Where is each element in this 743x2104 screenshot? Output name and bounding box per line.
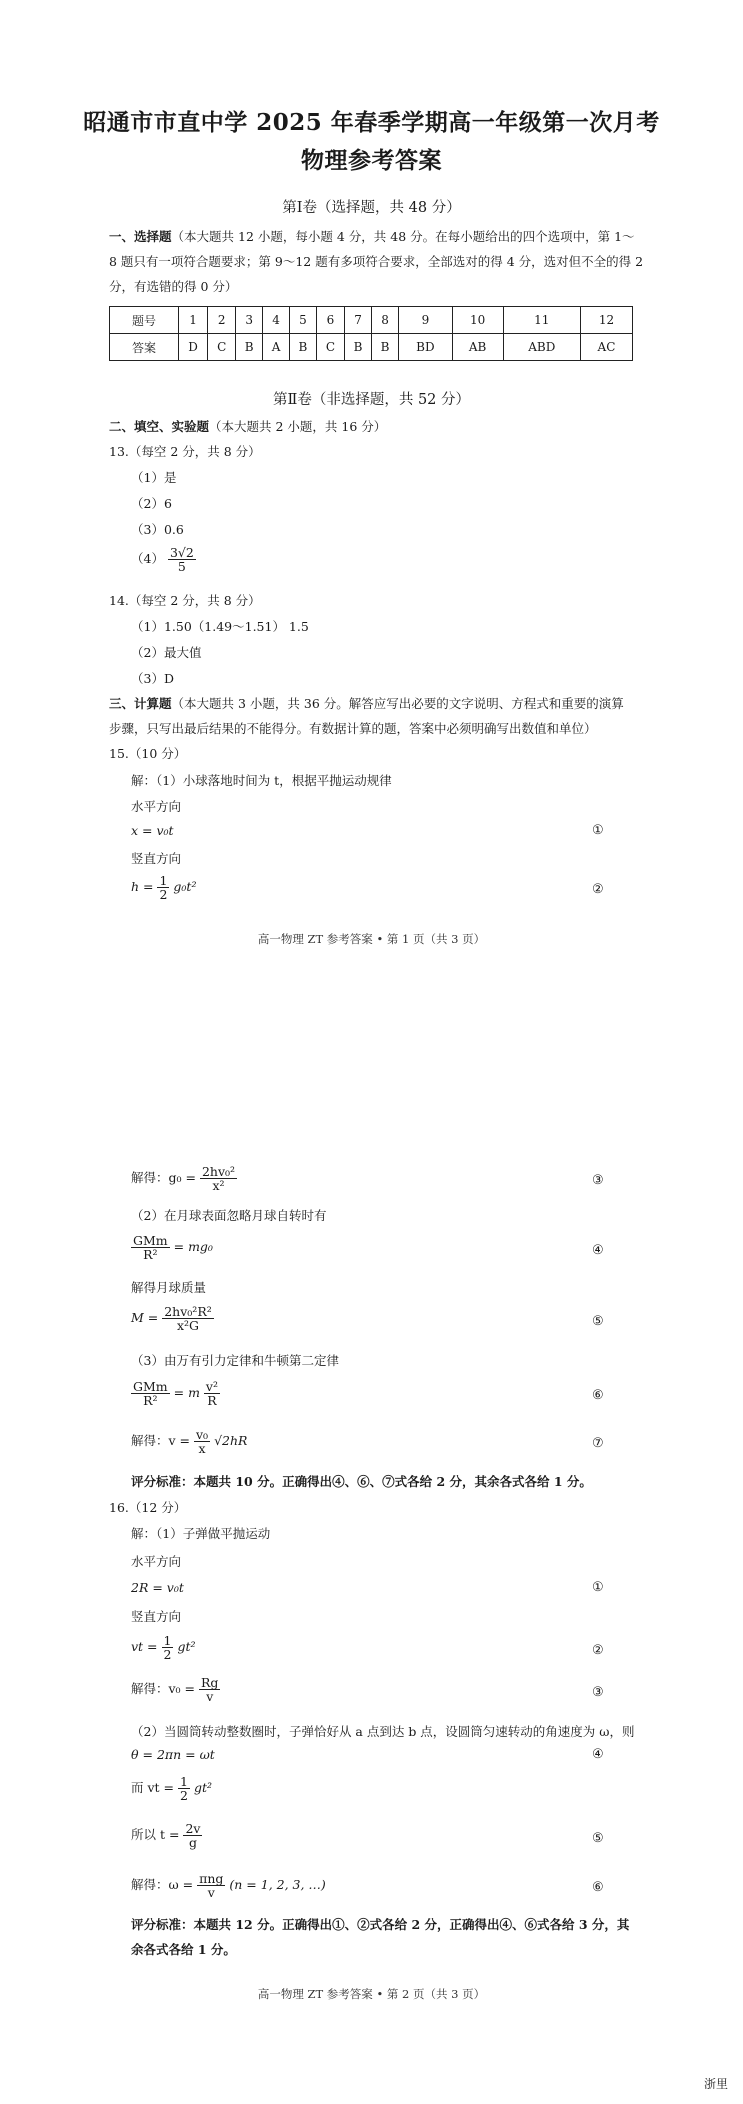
q15-eq6-mid: = m (173, 1385, 200, 1401)
page-title: 昭通市市直中学 2025 年春季学期高一年级第一次月考 (83, 109, 660, 136)
q15-marker-3: ③ (592, 1173, 604, 1188)
q15-line3: 竖直方向 (131, 851, 182, 866)
sec1-desc2: 8 题只有一项符合题要求；第 9～12 题有多项符合要求，全部选对的得 4 分，选对但不全的得 2 (109, 254, 644, 269)
answer-cell: B (344, 334, 371, 361)
q15-eq6 (131, 1380, 220, 1407)
q15-eq7-num: v₀ (196, 1427, 209, 1442)
q16-head: 16.（12 分） (109, 1500, 187, 1515)
part1-heading: 第Ⅰ卷（选择题，共 48 分） (282, 200, 461, 216)
q16-eq6-left: 所以 t = (131, 1827, 180, 1843)
question-number: 5 (289, 307, 316, 334)
page-footer-1: 高一物理 ZT 参考答案 • 第 1 页（共 3 页） (257, 932, 486, 946)
q15-marker-7: ⑦ (592, 1436, 604, 1451)
q15-eq2 (131, 874, 196, 901)
sec3-desc2: 步骤，只写出最后结果的不能得分。有数据计算的题，答案中必须明确写出数值和单位） (109, 721, 597, 736)
part2-heading: 第Ⅱ卷（非选择题，共 52 分） (272, 392, 471, 408)
answer-cell: B (236, 334, 263, 361)
q15-eq2-den: 2 (159, 887, 168, 903)
sec2-title: 二、填空、实验题 (109, 419, 210, 434)
q16-eq3 (131, 1676, 220, 1703)
sec3-title: 三、计算题 (109, 696, 172, 711)
q16-eq4-text: θ = 2πn = ωt (131, 1747, 215, 1762)
q15-eq2-left: h = (131, 879, 154, 895)
sec2-line (109, 417, 386, 435)
page-footer-2: 高一物理 ZT 参考答案 • 第 2 页（共 3 页） (257, 1987, 486, 2001)
question-number: 6 (316, 307, 344, 334)
answer-cell: BD (399, 334, 453, 361)
q16-marker-4: ④ (592, 1747, 604, 1762)
q15-eq5-den: x²G (176, 1318, 200, 1334)
q15-eq5 (131, 1305, 214, 1332)
q16-line1: 解：（1）子弹做平抛运动 (131, 1526, 271, 1541)
question-number: 2 (208, 307, 236, 334)
q16-line3: 竖直方向 (131, 1609, 182, 1624)
q16-eq3-num: Rg (201, 1675, 219, 1690)
q15-eq1 (131, 823, 174, 838)
q13-head: 13.（每空 2 分，共 8 分） (109, 444, 261, 459)
q16-eq7-num: πng (199, 1871, 224, 1886)
sec3-desc1: （本大题共 3 小题，共 36 分。解答应写出必要的文字说明、方程式和重要的演算 (171, 696, 624, 711)
q16-eq5-num: 1 (180, 1774, 188, 1789)
sec1-desc1: （本大题共 12 小题，每小题 4 分，共 48 分。在每小题给出的四个选项中，第 1～ (171, 229, 635, 244)
q14-answer-3: （3）D (131, 671, 174, 686)
q13-answer-1: （1）是 (131, 470, 177, 485)
q13-answer-2: （2）6 (131, 496, 172, 511)
q15-line6: （3）由万有引力定律和牛顿第二定律 (131, 1353, 339, 1368)
answer-cell: AC (580, 334, 632, 361)
q15-line5: 解得月球质量 (131, 1280, 207, 1295)
q16-eq5 (131, 1775, 212, 1802)
q13-answer-4-label: （4） (131, 551, 164, 567)
q15-eq6-den: R² (143, 1393, 158, 1409)
q15-marker-2: ② (592, 882, 604, 897)
q16-eq7-right: (n = 1, 2, 3, …) (229, 1877, 326, 1893)
q15-eq3-left: 解得：g₀ = (131, 1170, 196, 1186)
q16-eq2-num: 1 (163, 1633, 172, 1648)
answer-cell: B (372, 334, 399, 361)
question-number: 1 (178, 307, 207, 334)
q16-eq7-den: v (207, 1885, 215, 1901)
question-number: 11 (503, 307, 580, 334)
q15-eq3-den: x² (212, 1178, 225, 1194)
answer-cell: C (316, 334, 344, 361)
question-number: 8 (372, 307, 399, 334)
q16-eq3-den: v (206, 1689, 214, 1705)
q15-eq3-num: 2hv₀² (201, 1164, 236, 1179)
q16-score-2: 余各式各给 1 分。 (131, 1942, 236, 1957)
q16-eq1 (131, 1580, 184, 1595)
q15-line2: 水平方向 (131, 799, 182, 814)
q15-eq3 (131, 1165, 237, 1192)
q13-answer-4-num: 3√2 (169, 545, 194, 560)
q14-head: 14.（每空 2 分，共 8 分） (109, 593, 261, 608)
q15-head: 15.（10 分） (109, 746, 187, 761)
sec3-line1 (109, 694, 624, 712)
q16-eq6-den: g (188, 1835, 197, 1851)
q15-eq4-num: GMm (133, 1233, 168, 1248)
q15-marker-1: ① (592, 823, 604, 838)
q16-eq5-left: 而 vt = (131, 1780, 175, 1796)
q15-eq2-right: g₀t² (173, 879, 197, 895)
q14-answer-2: （2）最大值 (131, 645, 202, 660)
q15-eq7-right: √2hR (214, 1433, 248, 1449)
table-row-numbers (110, 307, 633, 334)
answer-cell: ABD (503, 334, 580, 361)
page-subtitle: 物理参考答案 (301, 147, 442, 174)
q15-eq1-text: x = v₀t (131, 823, 174, 838)
question-number: 3 (236, 307, 263, 334)
q15-marker-6: ⑥ (592, 1388, 604, 1403)
q15-eq4 (131, 1234, 213, 1261)
q13-answer-4-den: 5 (177, 559, 186, 575)
question-number: 9 (399, 307, 453, 334)
q15-eq7 (131, 1428, 247, 1455)
q16-eq7 (131, 1872, 326, 1899)
q13-answer-3: （3）0.6 (131, 522, 184, 537)
q16-eq2-right: gt² (177, 1639, 196, 1655)
q15-marker-5: ⑤ (592, 1314, 604, 1329)
q15-eq7-left: 解得：v = (131, 1433, 191, 1449)
watermark-text: 浙里 (704, 2077, 729, 2091)
q16-marker-2: ② (592, 1643, 604, 1658)
q16-eq3-left: 解得：v₀ = (131, 1681, 196, 1697)
q16-marker-6: ⑥ (592, 1880, 604, 1895)
q15-eq6-den2: R (207, 1393, 217, 1409)
table-header-label: 题号 (110, 307, 179, 334)
q15-eq6-num: GMm (133, 1379, 168, 1394)
question-number: 4 (263, 307, 290, 334)
q16-line2: 水平方向 (131, 1554, 182, 1569)
q15-eq6-num2: v² (205, 1379, 218, 1394)
q16-eq2 (131, 1634, 196, 1661)
answer-cell: C (208, 334, 236, 361)
sec1-line1 (109, 227, 635, 245)
sec2-desc: （本大题共 2 小题，共 16 分） (209, 419, 387, 434)
q16-line4: （2）当圆筒转动整数圈时，子弹恰好从 a 点到达 b 点，设圆筒匀速转动的角速度为 ω，则 (131, 1724, 635, 1739)
question-number: 10 (452, 307, 503, 334)
q15-marker-4: ④ (592, 1243, 604, 1258)
q15-line1: 解：（1）小球落地时间为 t，根据平抛运动规律 (131, 773, 392, 788)
q16-eq1-text: 2R = v₀t (131, 1580, 184, 1595)
q16-eq6-num: 2v (185, 1821, 201, 1836)
q16-marker-1: ① (592, 1580, 604, 1595)
q16-score-1: 评分标准：本题共 12 分。正确得出①、②式各给 2 分，正确得出④、⑥式各给 3 分，其 (131, 1917, 630, 1932)
q15-line4: （2）在月球表面忽略月球自转时有 (131, 1208, 327, 1223)
sec1-title: 一、选择题 (109, 229, 172, 244)
q15-eq4-right: = mg₀ (173, 1239, 213, 1255)
question-number: 12 (580, 307, 632, 334)
table-row-answers (110, 334, 633, 361)
answer-cell: AB (452, 334, 503, 361)
table-answer-label: 答案 (110, 334, 179, 361)
q15-eq7-den: x (198, 1441, 206, 1457)
answer-cell: B (289, 334, 316, 361)
q16-eq5-right: gt² (193, 1780, 212, 1796)
q16-marker-5: ⑤ (592, 1831, 604, 1846)
answer-cell: A (263, 334, 290, 361)
question-number: 7 (344, 307, 371, 334)
q15-eq5-left: M = (131, 1310, 159, 1326)
q15-score: 评分标准：本题共 10 分。正确得出④、⑥、⑦式各给 2 分，其余各式各给 1 分。 (131, 1474, 592, 1489)
q13-answer-4 (131, 546, 196, 573)
q16-eq2-den: 2 (163, 1647, 172, 1663)
q16-eq2-left: vt = (131, 1639, 158, 1655)
q15-eq2-num: 1 (159, 873, 168, 888)
q16-marker-3: ③ (592, 1685, 604, 1700)
q16-eq5-den: 2 (180, 1788, 188, 1804)
q15-eq4-den: R² (143, 1247, 158, 1263)
q15-eq5-num: 2hv₀²R² (164, 1304, 212, 1319)
answer-table (109, 306, 633, 361)
q14-answer-1: （1）1.50（1.49～1.51） 1.5 (131, 619, 309, 634)
q16-eq4 (131, 1747, 215, 1762)
sec1-desc3: 分，有选错的得 0 分） (109, 279, 238, 294)
answer-cell: D (178, 334, 207, 361)
q16-eq6 (131, 1822, 202, 1849)
q16-eq7-left: 解得：ω = (131, 1877, 194, 1893)
